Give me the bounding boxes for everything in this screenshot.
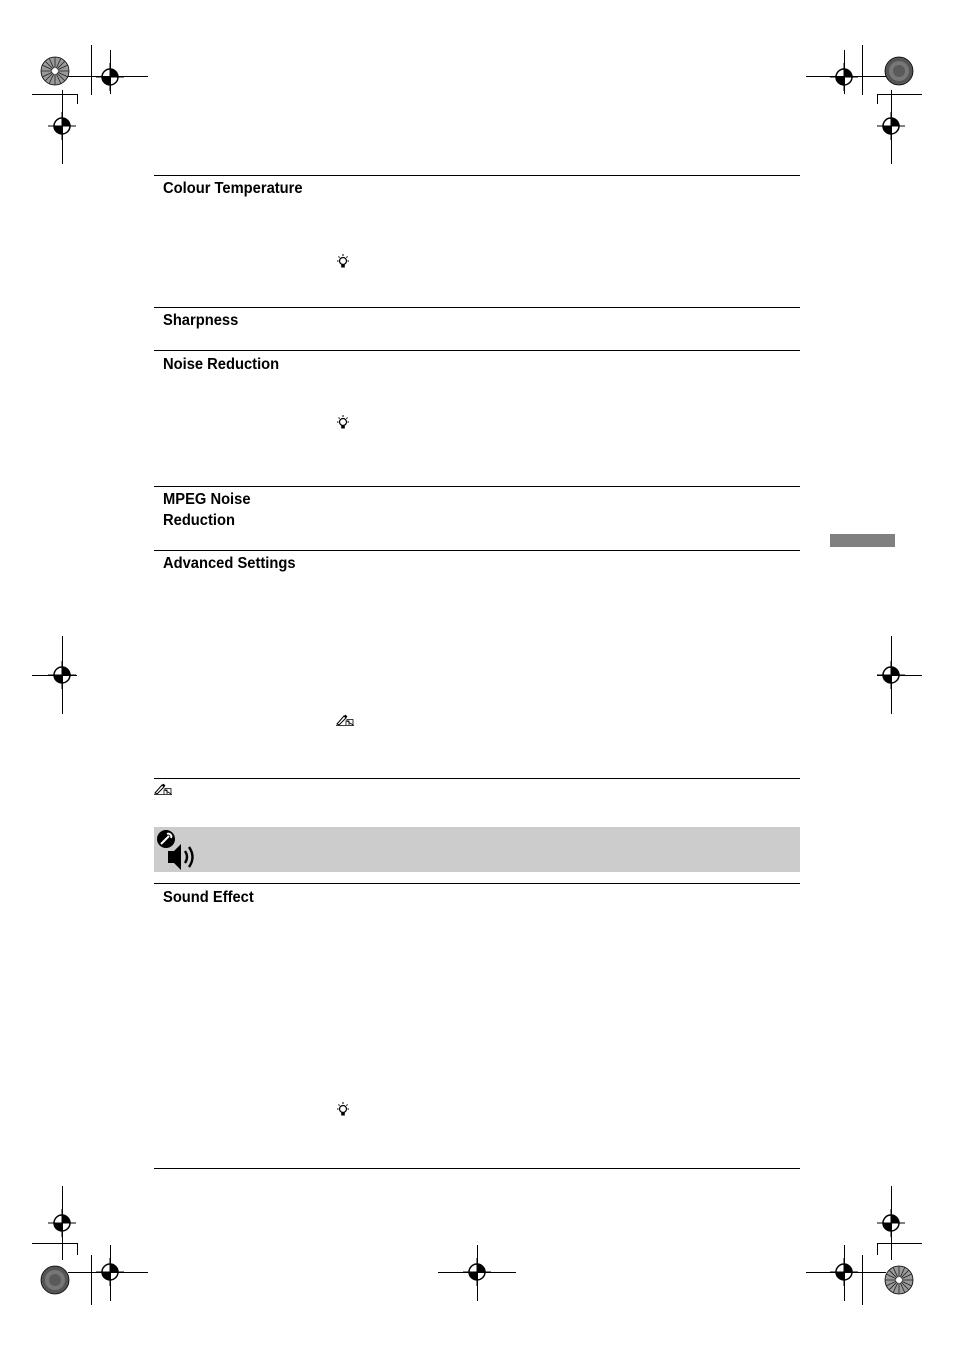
table-rule xyxy=(154,307,800,308)
wrench-speaker-icon xyxy=(156,829,200,871)
heading-line: MPEG Noise xyxy=(163,491,251,508)
heading-line: Reduction xyxy=(163,512,235,529)
setting-heading-sharpness: Sharpness xyxy=(163,312,239,329)
table-rule xyxy=(154,550,800,551)
setting-heading-noise-reduction: Noise Reduction xyxy=(163,356,280,373)
lightbulb-hint-icon xyxy=(336,414,350,432)
colour-wheel-icon xyxy=(40,1265,70,1295)
table-rule xyxy=(154,175,800,176)
table-rule xyxy=(154,350,800,351)
table-rule xyxy=(154,1168,800,1169)
setting-heading-colour-temperature: Colour Temperature xyxy=(163,180,303,197)
table-rule xyxy=(154,778,800,779)
colour-wheel-icon xyxy=(40,56,70,86)
lightbulb-hint-icon xyxy=(336,253,350,271)
lightbulb-hint-icon xyxy=(336,1101,350,1119)
table-rule xyxy=(154,486,800,487)
table-rule xyxy=(154,883,800,884)
sound-section-banner xyxy=(154,827,800,872)
pencil-note-icon xyxy=(154,783,172,795)
colour-wheel-icon xyxy=(884,1265,914,1295)
setting-heading-mpeg-noise-reduction xyxy=(163,489,251,531)
setting-heading-sound-effect: Sound Effect xyxy=(163,889,254,906)
pencil-note-icon xyxy=(336,714,354,726)
chapter-tab-marker xyxy=(830,534,895,547)
colour-wheel-icon xyxy=(884,56,914,86)
setting-heading-advanced-settings: Advanced Settings xyxy=(163,555,296,572)
